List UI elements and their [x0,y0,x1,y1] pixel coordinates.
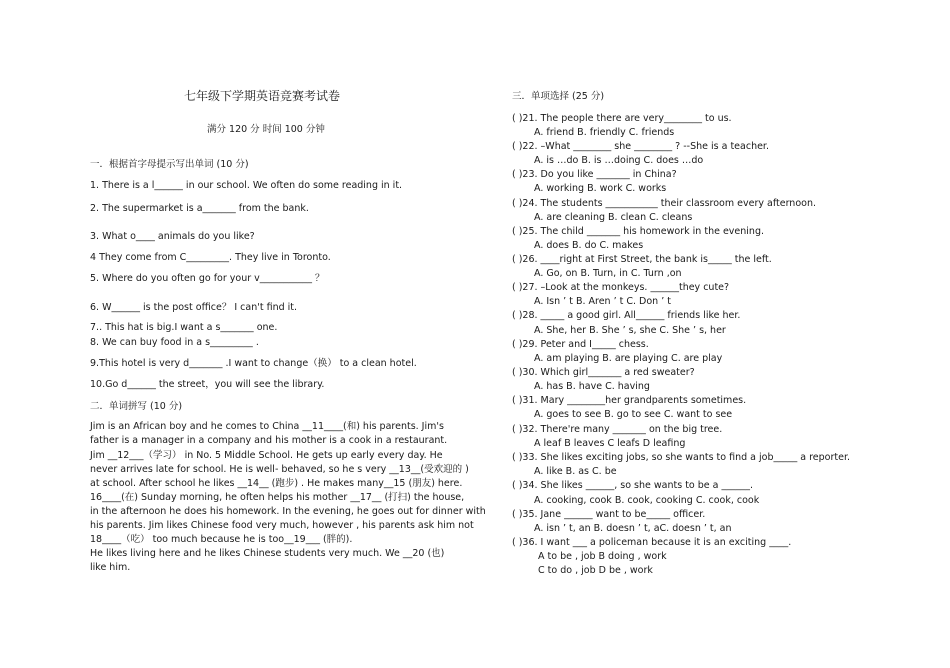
q29-options: A. am playing B. are playing C. are play [534,353,723,364]
q31: ( )31. Mary ________her grandparents sometimes. [512,395,747,406]
q27: ( )27. –Look at the monkeys. ______they cute? [512,282,730,293]
q35-options: A. isn ’ t, an B. doesn ’ t, aC. doesn ’ t, an [534,523,732,534]
q21-options: A. friend B. friendly C. friends [534,127,675,138]
s1-item-2: 2. The supermarket is a_______ from the bank. [90,203,309,214]
q28-options: A. She, her B. She ’ s, she C. She ’ s, her [534,325,726,336]
q23: ( )23. Do you like _______ in China? [512,169,677,180]
q31-options: A. goes to see B. go to see C. want to see [534,409,733,420]
s2-line-4: never arrives late for school. He is well- behaved, so he s very __13__(受欢迎的 ) [90,464,469,475]
s1-item-4: 4 They come from C_________. They live in Toronto. [90,252,331,263]
q36-options-cd: C to do , job D be , work [538,565,653,576]
q32: ( )32. There're many _______ on the big tree. [512,424,723,435]
q24: ( )24. The students ___________ their classroom every afternoon. [512,198,816,209]
q30: ( )30. Which girl_______ a red sweater? [512,367,695,378]
s2-line-8: his parents. Jim likes Chinese food very much, however , his parents ask him not [90,520,474,531]
q33-options: A. like B. as C. be [534,466,617,477]
score-time-line: 满分 120 分 时间 100 分钟 [207,124,325,135]
q28: ( )28. _____ a good girl. All______ friends like her. [512,310,741,321]
q24-options: A. are cleaning B. clean C. cleans [534,212,693,223]
s2-line-6: 16____(在) Sunday morning, he often helps his mother __17__ (打扫) the house, [90,492,465,503]
q36: ( )36. I want ___ a policeman because it is an exciting ____. [512,537,792,548]
s2-line-1: Jim is an African boy and he comes to China __11____(和) his parents. Jim's [90,421,444,432]
q36-options-ab: A to be , job B doing , work [538,551,667,562]
section3-heading: 三．单项选择 (25 分) [512,91,605,102]
q26: ( )26. ____right at First Street, the bank is_____ the left. [512,254,772,265]
s2-line-3: Jim __12___（学习） in No. 5 Middle School. He gets up early every day. He [90,450,443,461]
s1-item-10: 10.Go d______ the street，you will see the library. [90,379,325,390]
s2-line-2: father is a manager in a company and his mother is a cook in a restaurant. [90,435,448,446]
q21: ( )21. The people there are very________ to us. [512,113,732,124]
q27-options: A. Isn ’ t B. Aren ’ t C. Don ’ t [534,296,671,307]
s1-item-3: 3. What o____ animals do you like? [90,231,255,242]
s2-line-7: in the afternoon he does his homework. In the evening, he goes out for dinner with [90,506,486,517]
s2-line-5: at school. After school he likes __14__ (跑步) . He makes many__15 (朋友) here. [90,478,463,489]
s1-item-7: 7.. This hat is big.I want a s_______ one. [90,322,278,333]
s2-line-10: He likes living here and he likes Chinese students very much. We __20 (也) [90,548,445,559]
q34-options: A. cooking, cook B. cook, cooking C. cook, cook [534,495,760,506]
s2-line-9: 18____（吃） too much because he is too__19___ (胖的). [90,534,353,545]
q25: ( )25. The child _______ his homework in the evening. [512,226,764,237]
q34: ( )34. She likes ______, so she wants to be a ______. [512,480,754,491]
q29: ( )29. Peter and I_____ chess. [512,339,649,350]
page-title: 七年级下学期英语竞赛考试卷 [184,89,341,103]
q22-options: A. is …do B. is …doing C. does …do [534,155,704,166]
q32-options: A leaf B leaves C leafs D leafing [534,438,686,449]
q26-options: A. Go, on B. Turn, in C. Turn ,on [534,268,682,279]
s1-item-6: 6. W______ is the post office？ I can't find it. [90,302,298,313]
q23-options: A. working B. work C. works [534,183,667,194]
s1-item-5: 5. Where do you often go for your v___________ ？ [90,273,325,284]
q35: ( )35. Jane ______ want to be_____ officer. [512,509,706,520]
s1-item-1: 1. There is a l______ in our school. We often do some reading in it. [90,180,403,191]
section1-heading: 一．根据首字母提示写出单词 (10 分) [90,159,249,170]
q33: ( )33. She likes exciting jobs, so she wants to find a job_____ a reporter. [512,452,851,463]
q30-options: A. has B. have C. having [534,381,650,392]
s1-item-8: 8. We can buy food in a s_________ . [90,337,259,348]
q25-options: A. does B. do C. makes [534,240,644,251]
q22: ( )22. –What ________ she ________ ? --She is a teacher. [512,141,769,152]
s2-line-11: like him. [90,562,131,573]
section2-heading: 二．单词拼写 (10 分) [90,401,183,412]
s1-item-9: 9.This hotel is very d_______ .I want to change（换） to a clean hotel. [90,358,417,369]
